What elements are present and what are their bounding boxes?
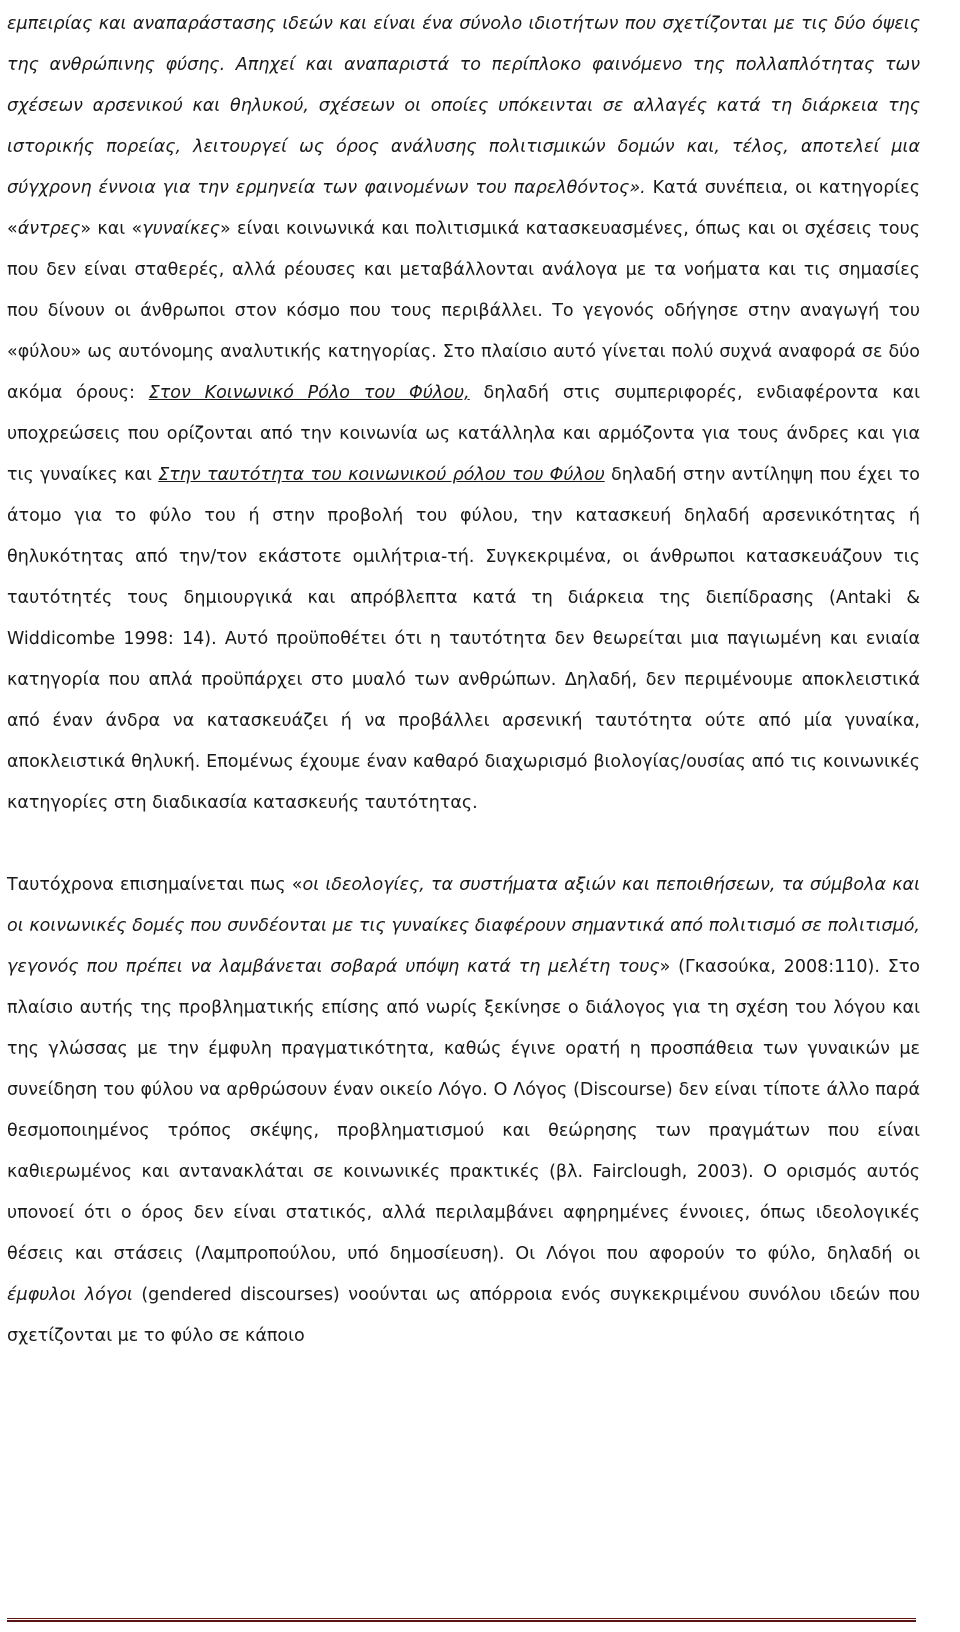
text-run: » (Γκασούκα, 2008:110). Στο πλαίσιο αυτής της προβληματικής επίσης από νωρίς ξεκίνησε ο διάλογος για τη σχέση του λόγου και της γλώσσας με την έμφυλη πραγματικότητα, καθώς έγινε ορατή η προσπάθεια των γυναικών με συνείδηση του φύλου να αρθρώσουν έναν οικείο Λόγο. Ο Λόγος (Discourse) δεν είναι τίποτε άλλο παρά θεσμοποιημένος τρόπος σκέψης, προβληματισμού και θεώρησης των πραγμάτων που είναι καθιερωμένος και αντανακλάται σε κοινωνικές πρακτικές (βλ. Fairclough, 2003). Ο ορισμός αυτός υπονοεί ότι ο όρος δεν είναι στατικός, αλλά περιλαμβάνει αφηρημένες έννοιες, όπως ιδεολογικές θέσεις και στάσεις (Λαμπροπούλου, υπό δημοσίευση). Οι Λόγοι που αφορούν το φύλο, δηλαδή οι xyxy=(7,957,921,1264)
footer-divider xyxy=(7,1618,916,1622)
paragraph-gender-concepts xyxy=(7,0,920,824)
underlined-term-role-identity: Στην ταυτότητα του κοινωνικού ρόλου του Φύλου xyxy=(158,465,605,485)
italic-quote-continuation: εμπειρίας και αναπαράστασης ιδεών και είναι ένα σύνολο ιδιοτήτων που σχετίζονται με τις δύο όψεις της ανθρώπινης φύσης. Απηχεί και αναπαριστά το περίπλοκο φαινόμενο της πολλαπλότητας των σχέσεων αρσενικού και θηλυκού, σχέσεων οι οποίες υπόκεινται σε αλλαγές κατά τη διάρκεια της ιστορικής πορείας, λειτουργεί ως όρος ανάλυσης πολιτισμικών δομών και, τέλος, αποτελεί μια σύγχρονη έννοια για την ερμηνεία των φαινομένων του παρελθόντος». xyxy=(7,14,920,198)
text-run: » και « xyxy=(80,219,143,239)
italic-term-gendered-discourses: έμφυλοι λόγοι xyxy=(7,1285,133,1305)
italic-term-men: άντρες xyxy=(17,219,81,239)
underlined-term-social-role: Στον Κοινωνικό Ρόλο του Φύλου, xyxy=(148,383,470,403)
paragraph-discourse xyxy=(7,865,920,1357)
text-run: δηλαδή στην αντίληψη που έχει το άτομο για το φύλο του ή στην προβολή του φύλου, την κατασκευή δηλαδή αρσενικότητας ή θηλυκότητας από την/τον εκάστοτε ομιλήτρια-τή. Συγκεκριμένα, οι άνθρωποι κατασκευάζουν τις ταυτότητές τους δημιουργικά και απρόβλεπτα κατά τη διάρκεια της διεπίδρασης (Antaki & Widdicombe 1998: 14). Αυτό προϋποθέτει ότι η ταυτότητα δεν θεωρείται μια παγιωμένη και ενιαία κατηγορία που απλά προϋπάρχει στο μυαλό των ανθρώπων. Δηλαδή, δεν περιμένουμε αποκλειστικά από έναν άνδρα να κατασκευάζει ή να προβάλλει αρσενική ταυτότητα ούτε από μία γυναίκα, αποκλειστικά θηλυκή. Επομένως έχουμε έναν καθαρό διαχωρισμό βιολογίας/ουσίας από τις κοινωνικές κατηγορίες στη διαδικασία κατασκευής ταυτότητας. xyxy=(7,465,920,813)
text-run: (gendered discourses) νοούνται ως απόρροια ενός συγκεκριμένου συνόλου ιδεών που σχετίζονται με το φύλο σε κάποιο xyxy=(7,1285,921,1346)
italic-term-women: γυναίκες xyxy=(142,219,220,239)
text-run: » είναι κοινωνικά και πολιτισμικά κατασκευασμένες, όπως και οι σχέσεις τους που δεν είναι σταθερές, αλλά ρέουσες και μεταβάλλονται ανάλογα με τα νοήματα και τις σημασίες που δίνουν οι άνθρωποι στον κόσμο που τους περιβάλλει. Το γεγονός οδήγησε στην αναγωγή του «φύλου» ως αυτόνομης αναλυτικής κατηγορίας. Στο πλαίσιο αυτό γίνεται πολύ συχνά αναφορά σε δύο ακόμα όρους: xyxy=(7,219,920,403)
italic-quotation: οι ιδεολογίες, τα συστήματα αξιών και πεποιθήσεων, τα σύμβολα και οι κοινωνικές δομές που συνδέονται με τις γυναίκες διαφέρουν σημαντικά από πολιτισμό σε πολιτισμό, γεγονός που πρέπει να λαμβάνεται σοβαρά υπόψη κατά τη μελέτη τους xyxy=(7,875,920,977)
text-run: Ταυτόχρονα επισημαίνεται πως « xyxy=(7,875,303,895)
text-run: δηλαδή στις συμπεριφορές, ενδιαφέροντα και υποχρεώσεις που ορίζονται από την κοινωνία ως κατάλληλα και αρμόζοντα για τους άνδρες και για τις γυναίκες και xyxy=(7,383,920,485)
text-run: Κατά συνέπεια, οι κατηγορίες « xyxy=(7,178,920,239)
